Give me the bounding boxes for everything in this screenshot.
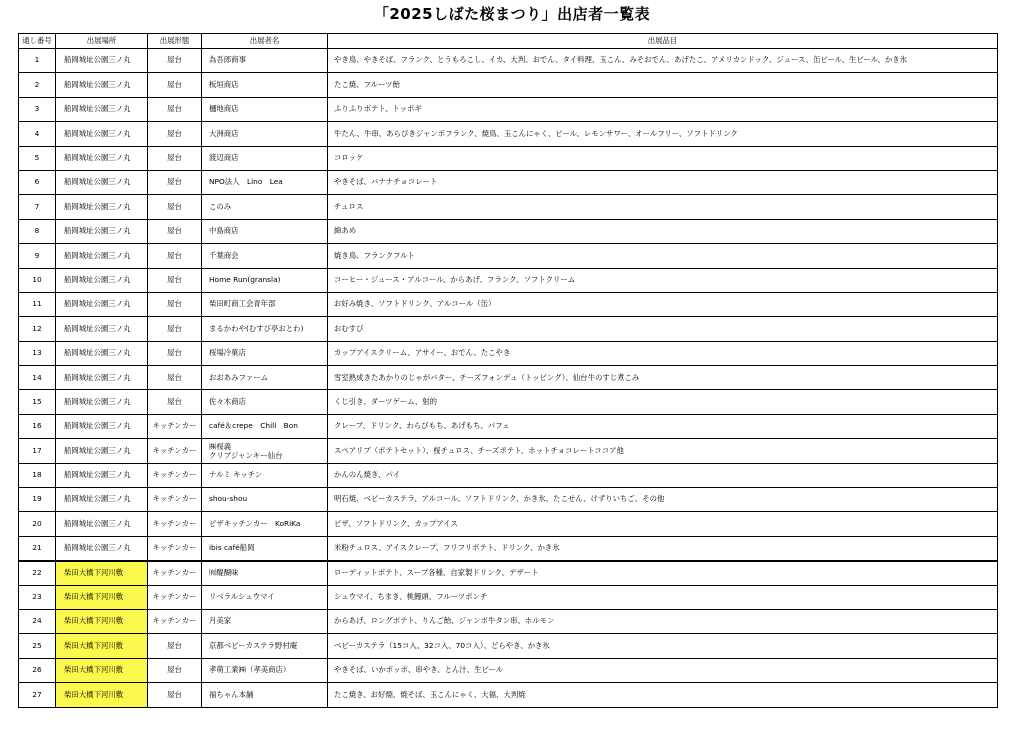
table-row — [19, 609, 998, 633]
table-row — [19, 146, 998, 170]
cell-number: 14 — [19, 366, 56, 390]
cell-exhibitor-name: café＆crepe Chill Bon — [202, 414, 328, 438]
cell-items: やき鳥、やきそば、フランク、とうもろこし、イカ、大判、おでん、タイ料理、玉こん、みそおでん、あげたこ、アメリカンドック、ジュース、缶ビール、生ビール、かき氷 — [328, 49, 998, 73]
cell-number: 18 — [19, 463, 56, 487]
cell-exhibitor-name: NPO法人 Lino Lea — [202, 170, 328, 194]
cell-venue: 船岡城址公園三ノ丸 — [56, 170, 148, 194]
table-row — [19, 414, 998, 438]
cell-number: 4 — [19, 122, 56, 146]
cell-venue: 船岡城址公園三ノ丸 — [56, 146, 148, 170]
cell-items: くじ引き、ダーツゲーム、射的 — [328, 390, 998, 414]
cell-items: たこ焼き、お好焼、焼そば、玉こんにゃく、大福、大判焼 — [328, 683, 998, 707]
cell-venue: 柴田大橋下河川敷 — [56, 561, 148, 585]
table-row — [19, 73, 998, 97]
cell-form: 屋台 — [148, 317, 202, 341]
cell-items: コーヒー・ジュース・アルコール、からあげ、フランク、ソフトクリーム — [328, 268, 998, 292]
cell-items: たこ焼、フルーツ飴 — [328, 73, 998, 97]
cell-items: 雪室熟成きたあかりのじゃがバター、チーズフォンデュ（トッピング）、仙台牛のすじ煮こみ — [328, 366, 998, 390]
header-venue: 出展場所 — [56, 34, 148, 49]
cell-form: 屋台 — [148, 146, 202, 170]
cell-venue: 船岡城址公園三ノ丸 — [56, 244, 148, 268]
exhibitor-name-line2: クリプジャンキー仙台 — [209, 450, 283, 460]
table-row — [19, 122, 998, 146]
cell-exhibitor-name: リベラルシュウマイ — [202, 585, 328, 609]
cell-items: 綿あめ — [328, 219, 998, 243]
cell-items: ローディットポテト、スープ各種、自家製ドリンク、デザート — [328, 561, 998, 585]
cell-form: キッチンカー — [148, 536, 202, 560]
cell-venue: 柴田大橋下河川敷 — [56, 658, 148, 682]
cell-venue: 船岡城址公園三ノ丸 — [56, 512, 148, 536]
cell-exhibitor-name: ピザキッチンカー KoRiKa — [202, 512, 328, 536]
cell-items: ベビーカステラ（15コ入、32コ入、70コ入）、どらやき、かき氷 — [328, 634, 998, 658]
cell-items: お好み焼き、ソフトドリンク、アルコール（缶） — [328, 292, 998, 316]
cell-number: 5 — [19, 146, 56, 170]
cell-venue: 船岡城址公園三ノ丸 — [56, 268, 148, 292]
cell-items: 米粉チュロス、アイスクレープ、フリフリポテト、ドリンク、かき氷 — [328, 536, 998, 560]
cell-number: 25 — [19, 634, 56, 658]
cell-venue: 船岡城址公園三ノ丸 — [56, 49, 148, 73]
cell-venue: 船岡城址公園三ノ丸 — [56, 341, 148, 365]
table-row — [19, 683, 998, 707]
cell-number: 23 — [19, 585, 56, 609]
cell-number: 13 — [19, 341, 56, 365]
cell-form: 屋台 — [148, 97, 202, 121]
cell-form: 屋台 — [148, 292, 202, 316]
cell-form: 屋台 — [148, 658, 202, 682]
cell-items: シュウマイ、ちまき、桃饅頭、フルーツポンチ — [328, 585, 998, 609]
cell-exhibitor-name — [202, 439, 328, 463]
cell-form: キッチンカー — [148, 512, 202, 536]
cell-form: 屋台 — [148, 390, 202, 414]
cell-form: 屋台 — [148, 122, 202, 146]
cell-exhibitor-name: 佐々木商店 — [202, 390, 328, 414]
cell-number: 26 — [19, 658, 56, 682]
table-row — [19, 292, 998, 316]
cell-number: 10 — [19, 268, 56, 292]
cell-venue: 柴田大橋下河川敷 — [56, 634, 148, 658]
page-title: 「2025しばた桜まつり」出店者一覧表 — [373, 5, 651, 23]
table-row — [19, 585, 998, 609]
cell-venue: 船岡城址公園三ノ丸 — [56, 219, 148, 243]
cell-venue: 船岡城址公園三ノ丸 — [56, 122, 148, 146]
cell-exhibitor-name: 千葉商会 — [202, 244, 328, 268]
cell-exhibitor-name: 月美家 — [202, 609, 328, 633]
header-items: 出展品目 — [328, 34, 998, 49]
cell-venue: 柴田大橋下河川敷 — [56, 683, 148, 707]
cell-exhibitor-name: 京都ベビーカステラ野村庵 — [202, 634, 328, 658]
cell-venue: 船岡城址公園三ノ丸 — [56, 317, 148, 341]
cell-form: 屋台 — [148, 683, 202, 707]
table-row — [19, 219, 998, 243]
cell-exhibitor-name: まるかわや(むすび亭おとわ) — [202, 317, 328, 341]
table-row — [19, 366, 998, 390]
cell-number: 2 — [19, 73, 56, 97]
cell-items: やきそば、バナナチョコレート — [328, 170, 998, 194]
cell-items: おむすび — [328, 317, 998, 341]
cell-venue: 船岡城址公園三ノ丸 — [56, 195, 148, 219]
cell-form: 屋台 — [148, 73, 202, 97]
table-row — [19, 170, 998, 194]
cell-form: 屋台 — [148, 244, 202, 268]
cell-items: 牛たん、牛串、あらびきジャンボフランク、焼鳥、玉こんにゃく、ビール、レモンサワー、オールフリー、ソフトドリンク — [328, 122, 998, 146]
cell-items: クレープ、ドリンク、わらびもち、あげもち、パフェ — [328, 414, 998, 438]
table-row — [19, 658, 998, 682]
cell-exhibitor-name: 渡辺商店 — [202, 146, 328, 170]
cell-venue: 船岡城址公園三ノ丸 — [56, 536, 148, 560]
cell-exhibitor-name: 中島商店 — [202, 219, 328, 243]
cell-form: 屋台 — [148, 341, 202, 365]
header-form: 出展形態 — [148, 34, 202, 49]
cell-exhibitor-name: 柴田町商工会青年部 — [202, 292, 328, 316]
cell-form: キッチンカー — [148, 609, 202, 633]
cell-number: 22 — [19, 561, 56, 585]
cell-form: 屋台 — [148, 195, 202, 219]
cell-number: 12 — [19, 317, 56, 341]
cell-form: 屋台 — [148, 268, 202, 292]
cell-venue: 船岡城址公園三ノ丸 — [56, 73, 148, 97]
cell-exhibitor-name: 板垣商店 — [202, 73, 328, 97]
exhibitor-table — [18, 33, 998, 708]
table-row — [19, 244, 998, 268]
cell-number: 9 — [19, 244, 56, 268]
cell-form: 屋台 — [148, 170, 202, 194]
cell-items: チュロス — [328, 195, 998, 219]
header-number: 通し番号 — [19, 34, 56, 49]
table-row — [19, 97, 998, 121]
cell-form: キッチンカー — [148, 561, 202, 585]
cell-venue: 船岡城址公園三ノ丸 — [56, 366, 148, 390]
cell-number: 21 — [19, 536, 56, 560]
table-row — [19, 463, 998, 487]
cell-number: 27 — [19, 683, 56, 707]
cell-number: 3 — [19, 97, 56, 121]
table-row — [19, 317, 998, 341]
cell-form: キッチンカー — [148, 463, 202, 487]
cell-exhibitor-name: 福ちゃん本舗 — [202, 683, 328, 707]
cell-exhibitor-name: おおあみファーム — [202, 366, 328, 390]
cell-items: ふりふりポテト、トッポギ — [328, 97, 998, 121]
cell-venue: 柴田大橋下河川敷 — [56, 609, 148, 633]
cell-venue: 船岡城址公園三ノ丸 — [56, 97, 148, 121]
table-row — [19, 488, 998, 512]
cell-number: 17 — [19, 439, 56, 463]
cell-items: 明石焼、ベビーカステラ、アルコール、ソフトドリンク、かき氷、たこせん、けずりいちご、その他 — [328, 488, 998, 512]
cell-exhibitor-name: 桜場冷菓店 — [202, 341, 328, 365]
cell-number: 8 — [19, 219, 56, 243]
cell-venue: 船岡城址公園三ノ丸 — [56, 463, 148, 487]
cell-items: コロッケ — [328, 146, 998, 170]
table-row — [19, 536, 998, 560]
cell-exhibitor-name: ナルミ キッチン — [202, 463, 328, 487]
cell-number: 1 — [19, 49, 56, 73]
cell-exhibitor-name: ibis café船岡 — [202, 536, 328, 560]
cell-form: 屋台 — [148, 219, 202, 243]
cell-items: ピザ、ソフトドリンク、カップアイス — [328, 512, 998, 536]
table-body — [19, 49, 998, 708]
cell-number: 11 — [19, 292, 56, 316]
cell-exhibitor-name: 孝萌工業㈱（孝美商店） — [202, 658, 328, 682]
cell-items: 焼き鳥、フランクフルト — [328, 244, 998, 268]
cell-exhibitor-name: shou-shou — [202, 488, 328, 512]
cell-number: 16 — [19, 414, 56, 438]
cell-items: スペアリブ（ポテトセット）、桜チュロス、チーズポテト、ホットチョコレートココア他 — [328, 439, 998, 463]
cell-exhibitor-name: ㈲醍醐味 — [202, 561, 328, 585]
cell-exhibitor-name: Home Run(gransla) — [202, 268, 328, 292]
table-header-row — [19, 34, 998, 49]
cell-exhibitor-name: 大洲商店 — [202, 122, 328, 146]
cell-items: カップアイスクリーム、アサイー、おでん、たこやき — [328, 341, 998, 365]
cell-exhibitor-name: 為吾郎商事 — [202, 49, 328, 73]
cell-number: 20 — [19, 512, 56, 536]
cell-number: 15 — [19, 390, 56, 414]
cell-form: キッチンカー — [148, 585, 202, 609]
cell-number: 24 — [19, 609, 56, 633]
table-row — [19, 439, 998, 463]
table-row — [19, 512, 998, 536]
table-row — [19, 341, 998, 365]
exhibitor-name-line1: ㈱桜義 — [209, 441, 232, 451]
table-row — [19, 390, 998, 414]
cell-venue: 船岡城址公園三ノ丸 — [56, 414, 148, 438]
cell-number: 7 — [19, 195, 56, 219]
cell-number: 6 — [19, 170, 56, 194]
cell-items: からあげ、ロングポテト、りんご飴、ジャンボ牛タン串、ホルモン — [328, 609, 998, 633]
cell-items: やきそば、いかポッポ、串やき、とん汁、生ビール — [328, 658, 998, 682]
cell-form: キッチンカー — [148, 488, 202, 512]
table-row — [19, 49, 998, 73]
table-row — [19, 268, 998, 292]
cell-exhibitor-name: 樋地商店 — [202, 97, 328, 121]
cell-venue: 船岡城址公園三ノ丸 — [56, 292, 148, 316]
cell-form: 屋台 — [148, 634, 202, 658]
cell-venue: 柴田大橋下河川敷 — [56, 585, 148, 609]
cell-exhibitor-name: このみ — [202, 195, 328, 219]
table-row — [19, 195, 998, 219]
cell-number: 19 — [19, 488, 56, 512]
cell-venue: 船岡城址公園三ノ丸 — [56, 439, 148, 463]
table-row — [19, 561, 998, 585]
cell-form: キッチンカー — [148, 439, 202, 463]
cell-venue: 船岡城址公園三ノ丸 — [56, 390, 148, 414]
header-exhibitor-name: 出展者名 — [202, 34, 328, 49]
cell-venue: 船岡城址公園三ノ丸 — [56, 488, 148, 512]
table-row — [19, 634, 998, 658]
cell-form: 屋台 — [148, 366, 202, 390]
cell-form: キッチンカー — [148, 414, 202, 438]
cell-items: かんのん焼き、パイ — [328, 463, 998, 487]
cell-form: 屋台 — [148, 49, 202, 73]
